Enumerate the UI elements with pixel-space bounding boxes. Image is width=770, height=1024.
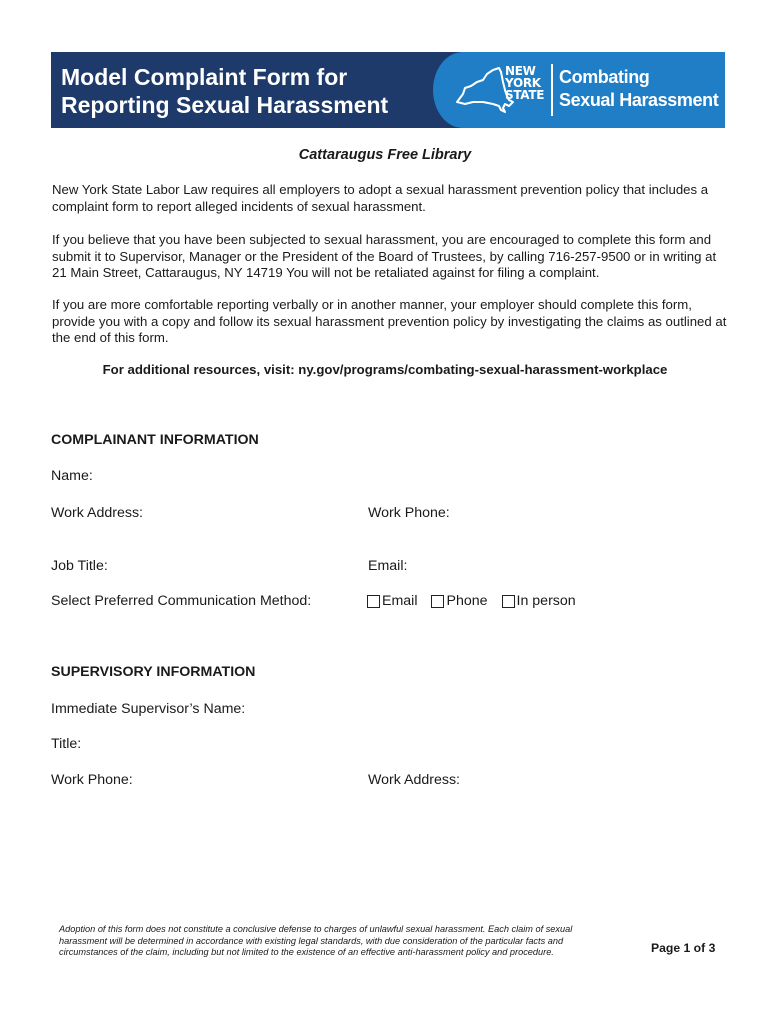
- supervisor-work-phone-label: Work Phone:: [51, 772, 133, 788]
- option-email[interactable]: [367, 593, 417, 609]
- work-phone-label: Work Phone:: [368, 505, 450, 521]
- supervisor-name-label: Immediate Supervisor’s Name:: [51, 701, 246, 717]
- option-email-label: Email: [382, 593, 418, 609]
- complainant-heading: COMPLAINANT INFORMATION: [51, 432, 259, 448]
- communication-method-label: Select Preferred Communication Method:: [51, 593, 312, 609]
- phone-checkbox[interactable]: [431, 595, 444, 608]
- name-label: Name:: [51, 468, 93, 484]
- option-phone[interactable]: [431, 593, 487, 609]
- option-in-person-label: In person: [516, 593, 576, 609]
- in-person-checkbox[interactable]: [502, 595, 515, 608]
- nys-line2: YORK: [505, 76, 541, 90]
- intro-paragraph-3: If you are more comfortable reporting verbally or in another manner, your employer should complete this form, provide you with a copy and follow its sexual harassment prevention policy by investigating the claims as outlined at the end of this form.: [52, 297, 727, 345]
- nys-logo-area: [433, 52, 725, 128]
- work-address-label: Work Address:: [51, 505, 143, 521]
- header-banner: [51, 52, 725, 128]
- footer-disclaimer: Adoption of this form does not constitute a conclusive defense to charges of unlawful sexual harassment. Each claim of sexual harassment will be determined in accordance with existing legal standards, with due consideration of the particular facts and circumstances of the claim, including but not limited to the existence of an effective anti-harassment policy and procedure.: [59, 924, 573, 958]
- nys-line3: STATE: [505, 88, 545, 102]
- supervisor-title-label: Title:: [51, 736, 82, 752]
- form-title: [61, 63, 431, 119]
- form-title-line2: Reporting Sexual Harassment: [61, 92, 389, 118]
- intro-paragraph-1: New York State Labor Law requires all employers to adopt a sexual harassment prevention policy that includes a complaint form to report alleged incidents of sexual harassment.: [52, 182, 709, 214]
- option-in-person[interactable]: [502, 593, 576, 609]
- job-title-label: Job Title:: [51, 558, 108, 574]
- page-number: Page 1 of 3: [651, 941, 716, 955]
- logo-divider: [551, 64, 553, 116]
- form-title-line1: Model Complaint Form for: [61, 64, 348, 90]
- nys-wordmark: [505, 65, 544, 101]
- intro-paragraph-2: If you believe that you have been subjected to sexual harassment, you are encouraged to complete this form and submit it to Supervisor, Manager or the President of the Board of Trustees, by calling 716-257-9500 or in writing at 21 Main Street, Cattaraugus, NY 14719 You will not be retaliated against for filing a complaint.: [52, 232, 717, 280]
- email-label: Email:: [368, 558, 408, 574]
- supervisor-work-address-label: Work Address:: [368, 772, 460, 788]
- resources-link-text: For additional resources, visit: ny.gov/programs/combating-sexual-harassment-workplace: [102, 362, 668, 377]
- combat-line1: Combating: [559, 67, 650, 87]
- library-name: Cattaraugus Free Library: [298, 147, 472, 163]
- communication-options: [367, 593, 590, 609]
- supervisory-heading: SUPERVISORY INFORMATION: [51, 664, 256, 680]
- option-phone-label: Phone: [446, 593, 488, 609]
- email-checkbox[interactable]: [367, 595, 380, 608]
- combat-line2: Sexual Harassment: [559, 90, 719, 110]
- nys-line1: NEW: [505, 64, 536, 78]
- combating-wordmark: [559, 66, 718, 112]
